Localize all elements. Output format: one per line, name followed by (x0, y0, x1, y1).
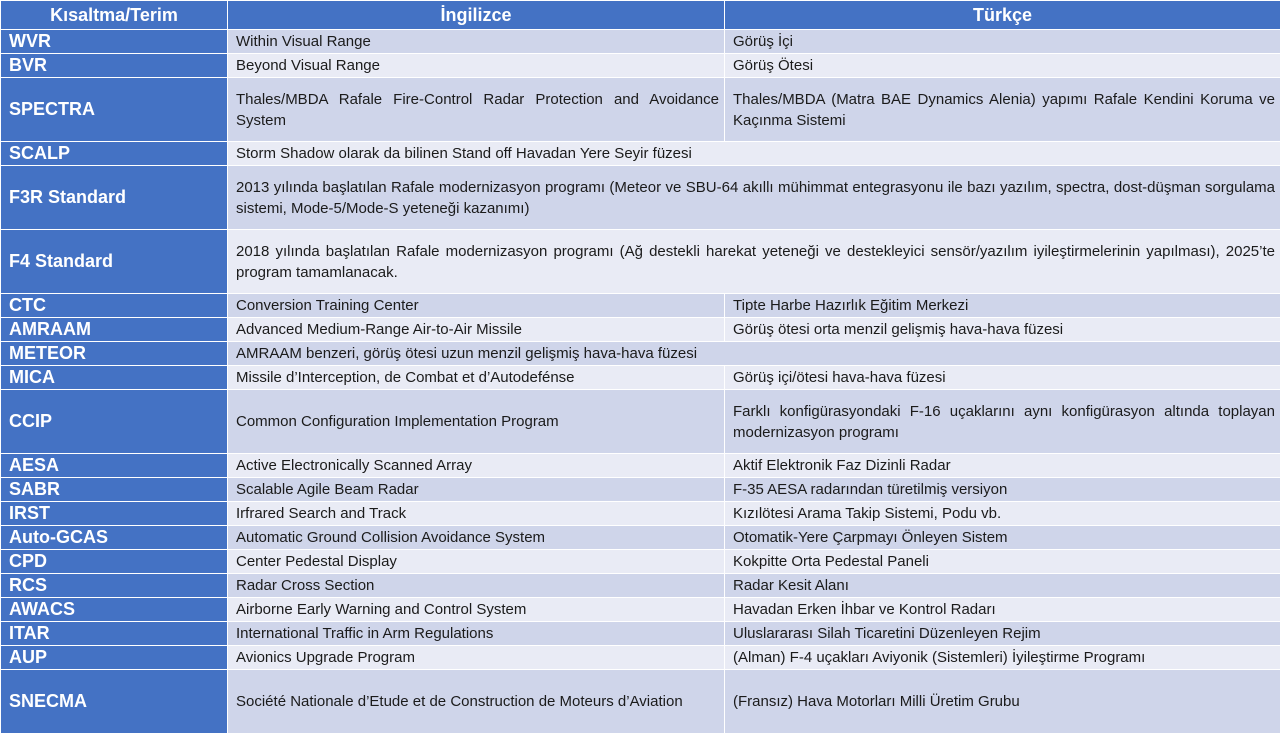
term-cell: SABR (1, 478, 228, 502)
term-cell: Auto-GCAS (1, 526, 228, 550)
turkish-cell: F-35 AESA radarından türetilmiş versiyon (725, 478, 1280, 502)
table-row (1, 502, 1280, 526)
english-cell: Advanced Medium-Range Air-to-Air Missile (228, 318, 725, 342)
term-cell: MICA (1, 366, 228, 390)
term-cell: CCIP (1, 390, 228, 454)
table-row (1, 342, 1280, 366)
term-cell: AESA (1, 454, 228, 478)
english-cell: Société Nationale d’Etude et de Construction de Moteurs d’Aviation (228, 670, 725, 734)
term-cell: AUP (1, 646, 228, 670)
english-cell: Active Electronically Scanned Array (228, 454, 725, 478)
english-cell: Automatic Ground Collision Avoidance System (228, 526, 725, 550)
english-cell: Scalable Agile Beam Radar (228, 478, 725, 502)
table-row (1, 230, 1280, 294)
term-cell: SNECMA (1, 670, 228, 734)
table-row (1, 54, 1280, 78)
term-cell: IRST (1, 502, 228, 526)
english-cell: Within Visual Range (228, 30, 725, 54)
turkish-cell: Görüş Ötesi (725, 54, 1280, 78)
english-cell: Missile d’Interception, de Combat et d’Autodefénse (228, 366, 725, 390)
table-row (1, 550, 1280, 574)
term-cell: CTC (1, 294, 228, 318)
table-row (1, 318, 1280, 342)
turkish-cell: Görüş İçi (725, 30, 1280, 54)
merged-description-cell: Storm Shadow olarak da bilinen Stand off Havadan Yere Seyir füzesi (228, 142, 1280, 166)
english-cell: Avionics Upgrade Program (228, 646, 725, 670)
turkish-cell: Havadan Erken İhbar ve Kontrol Radarı (725, 598, 1280, 622)
table-row (1, 646, 1280, 670)
turkish-cell: Kızılötesi Arama Takip Sistemi, Podu vb. (725, 502, 1280, 526)
english-cell: Radar Cross Section (228, 574, 725, 598)
term-cell: CPD (1, 550, 228, 574)
merged-description-cell: 2018 yılında başlatılan Rafale modernizasyon programı (Ağ destekli harekat yeteneği ve destekleyici sensör/yazılım iyileştirmelerinin yapılması), 2025’te program tamamlanacak. (228, 230, 1280, 294)
turkish-cell: Kokpitte Orta Pedestal Paneli (725, 550, 1280, 574)
english-cell: Irfrared Search and Track (228, 502, 725, 526)
turkish-cell: (Alman) F-4 uçakları Aviyonik (Sistemleri) İyileştirme Programı (725, 646, 1280, 670)
header-turkish: Türkçe (725, 1, 1280, 30)
english-cell: Center Pedestal Display (228, 550, 725, 574)
turkish-cell: Radar Kesit Alanı (725, 574, 1280, 598)
term-cell: ITAR (1, 622, 228, 646)
term-cell: RCS (1, 574, 228, 598)
turkish-cell: Farklı konfigürasyondaki F-16 uçaklarını aynı konfigürasyon altında toplayan modernizasyon programı (725, 390, 1280, 454)
table-row (1, 670, 1280, 734)
term-cell: SCALP (1, 142, 228, 166)
turkish-cell: Tipte Harbe Hazırlık Eğitim Merkezi (725, 294, 1280, 318)
table-row (1, 574, 1280, 598)
term-cell: F4 Standard (1, 230, 228, 294)
glossary-body (1, 30, 1280, 734)
turkish-cell: Görüş içi/ötesi hava-hava füzesi (725, 366, 1280, 390)
table-row (1, 454, 1280, 478)
term-cell: AWACS (1, 598, 228, 622)
english-cell: Common Configuration Implementation Program (228, 390, 725, 454)
header-english: İngilizce (228, 1, 725, 30)
table-row (1, 142, 1280, 166)
term-cell: SPECTRA (1, 78, 228, 142)
english-cell: Conversion Training Center (228, 294, 725, 318)
table-row (1, 30, 1280, 54)
header-term: Kısaltma/Terim (1, 1, 228, 30)
table-row (1, 526, 1280, 550)
turkish-cell: (Fransız) Hava Motorları Milli Üretim Grubu (725, 670, 1280, 734)
table-row (1, 390, 1280, 454)
term-cell: F3R Standard (1, 166, 228, 230)
table-row (1, 598, 1280, 622)
english-cell: Thales/MBDA Rafale Fire-Control Radar Protection and Avoidance System (228, 78, 725, 142)
english-cell: Beyond Visual Range (228, 54, 725, 78)
table-row (1, 366, 1280, 390)
table-row (1, 166, 1280, 230)
merged-description-cell: AMRAAM benzeri, görüş ötesi uzun menzil gelişmiş hava-hava füzesi (228, 342, 1280, 366)
table-row (1, 294, 1280, 318)
header-row (1, 1, 1280, 30)
english-cell: Airborne Early Warning and Control System (228, 598, 725, 622)
term-cell: BVR (1, 54, 228, 78)
table-row (1, 478, 1280, 502)
english-cell: International Traffic in Arm Regulations (228, 622, 725, 646)
table-row (1, 622, 1280, 646)
turkish-cell: Aktif Elektronik Faz Dizinli Radar (725, 454, 1280, 478)
term-cell: AMRAAM (1, 318, 228, 342)
term-cell: WVR (1, 30, 228, 54)
turkish-cell: Otomatik-Yere Çarpmayı Önleyen Sistem (725, 526, 1280, 550)
turkish-cell: Uluslararası Silah Ticaretini Düzenleyen Rejim (725, 622, 1280, 646)
turkish-cell: Thales/MBDA (Matra BAE Dynamics Alenia) yapımı Rafale Kendini Koruma ve Kaçınma Sistemi (725, 78, 1280, 142)
table-row (1, 78, 1280, 142)
merged-description-cell: 2013 yılında başlatılan Rafale modernizasyon programı (Meteor ve SBU-64 akıllı mühimmat entegrasyonu ile bazı yazılım, spectra, dost-düşman sorgulama sistemi, Mode-5/Mode-S yeteneği kazanımı) (228, 166, 1280, 230)
turkish-cell: Görüş ötesi orta menzil gelişmiş hava-hava füzesi (725, 318, 1280, 342)
term-cell: METEOR (1, 342, 228, 366)
